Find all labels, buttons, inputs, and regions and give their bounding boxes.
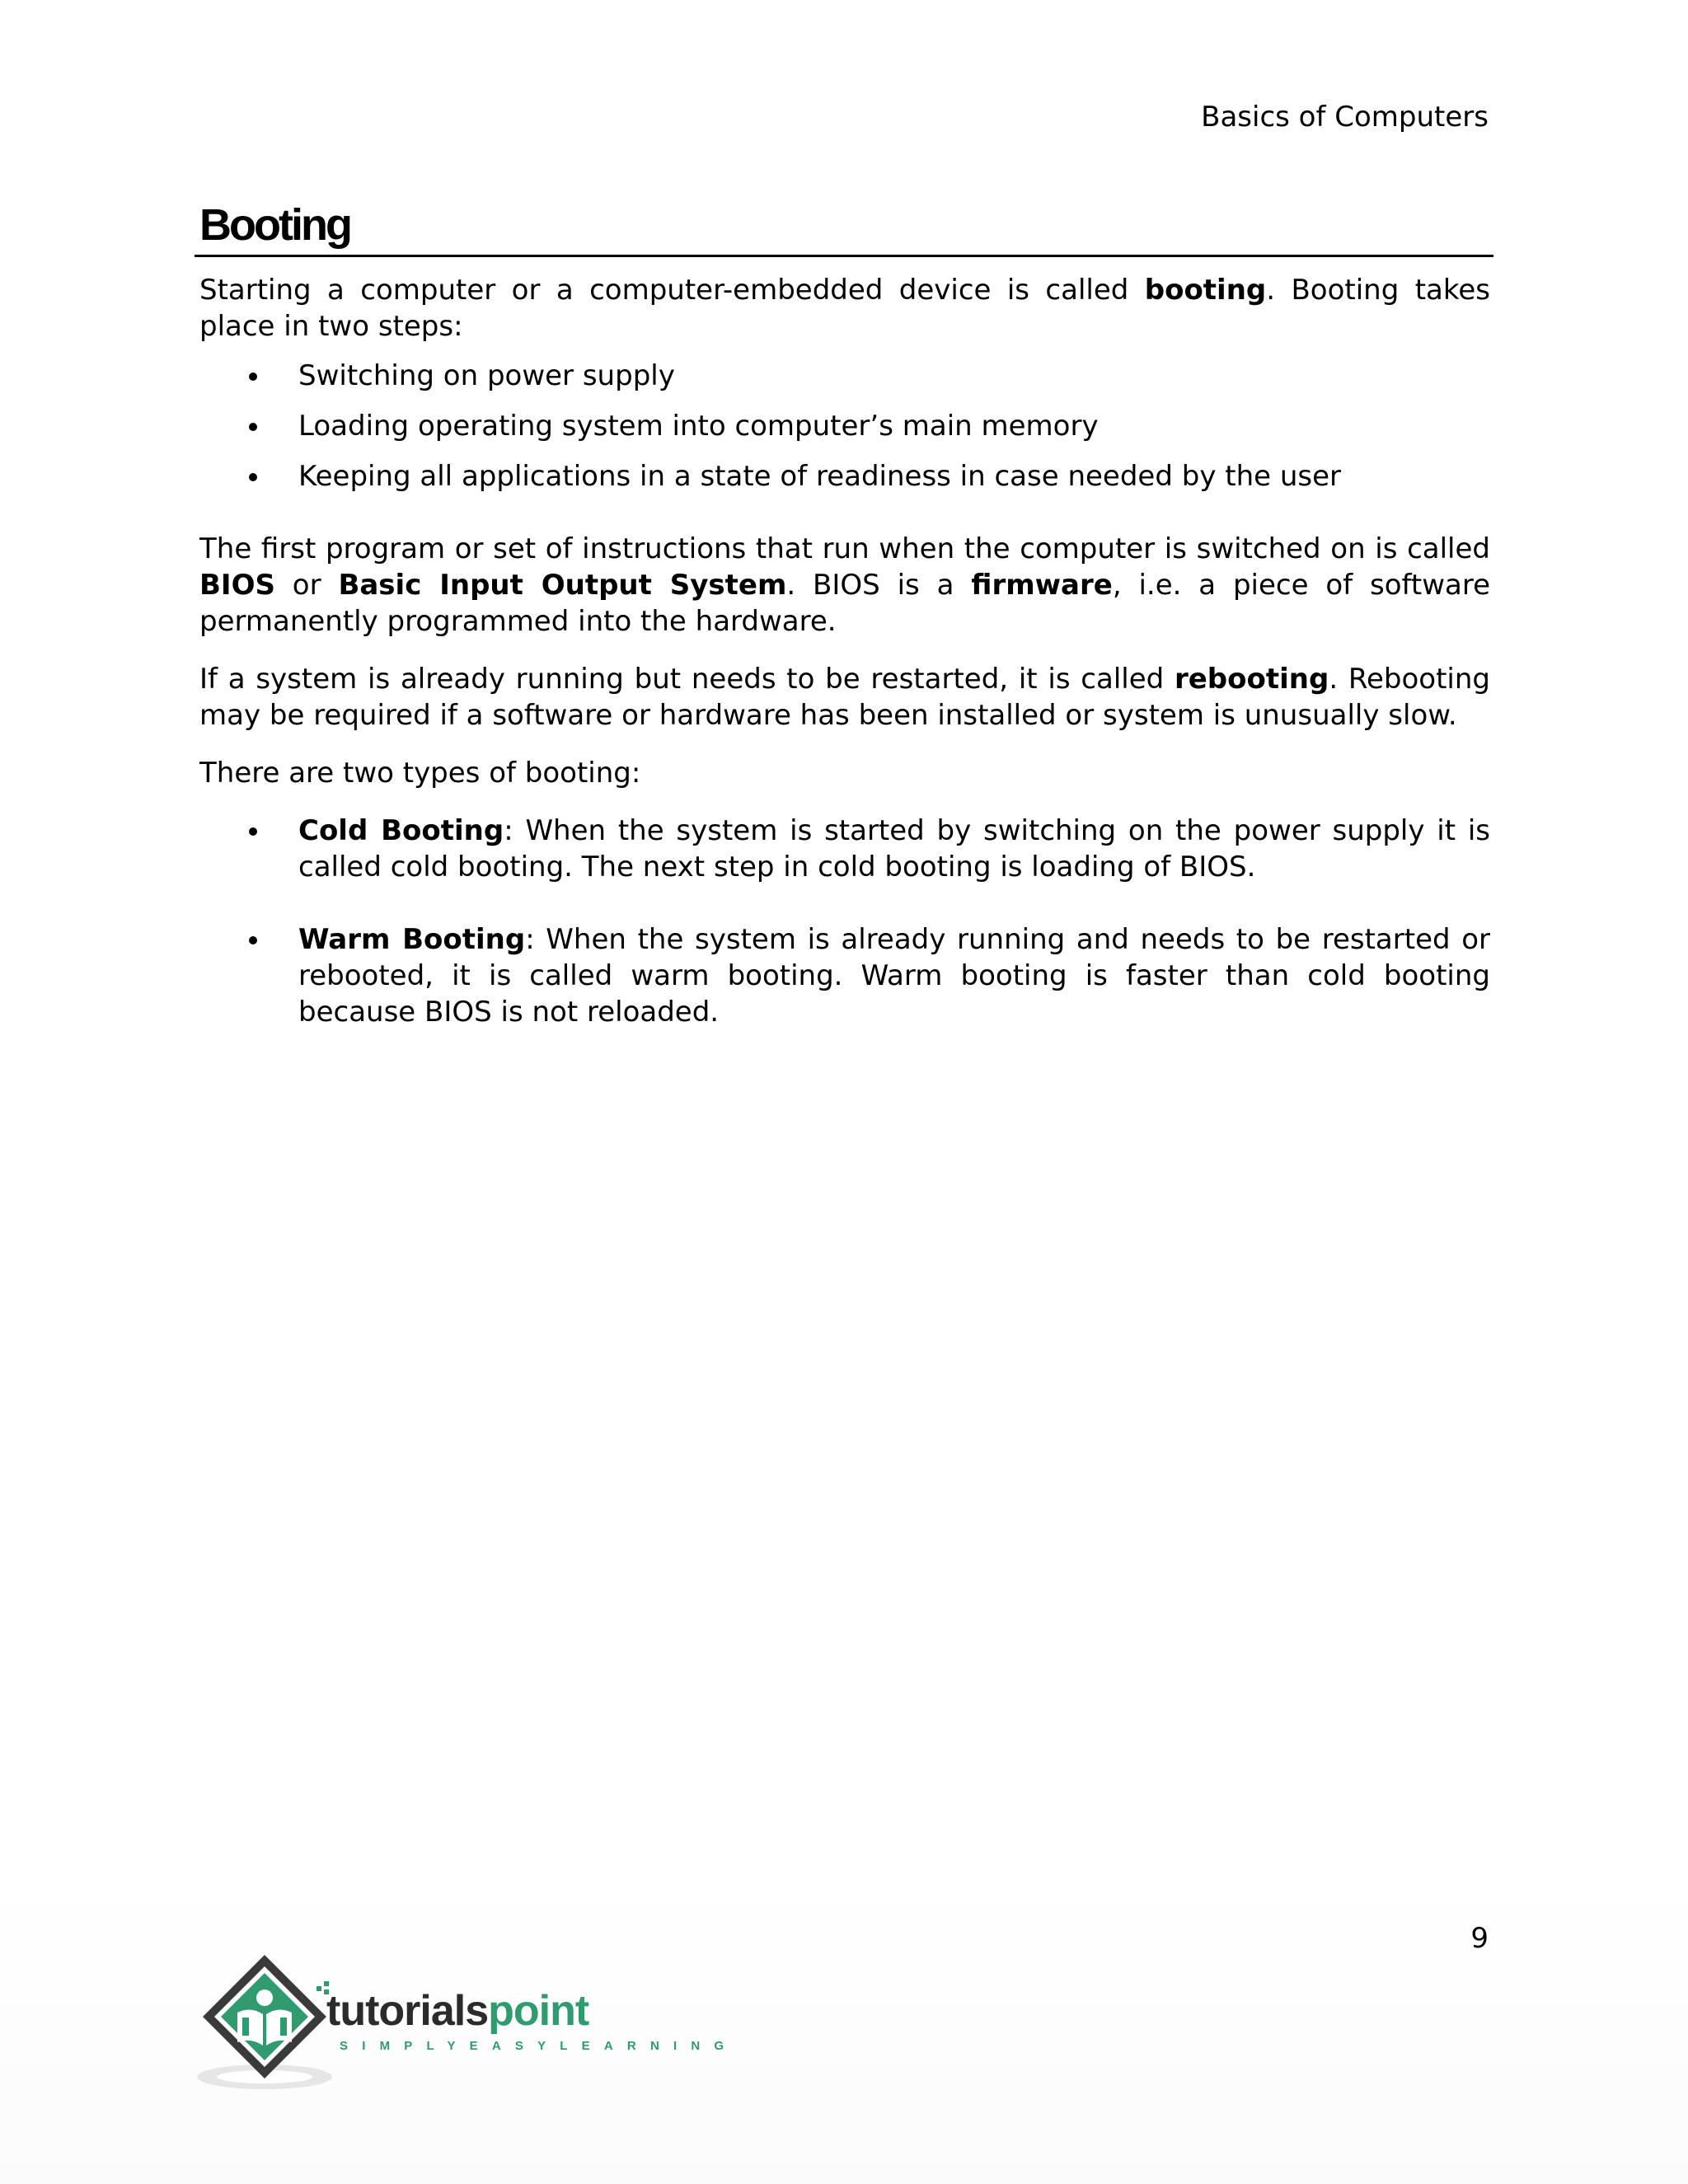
reboot-paragraph bbox=[199, 661, 1490, 733]
page-number: 9 bbox=[1470, 1922, 1489, 1955]
booting-types-list bbox=[199, 813, 1490, 1030]
page-body bbox=[199, 272, 1490, 1030]
reboot-text-1: If a system is already running but needs to be restarted, it is called bbox=[199, 663, 1175, 696]
list-item bbox=[199, 458, 1490, 494]
list-item bbox=[199, 408, 1490, 444]
type-term: Warm Booting bbox=[298, 923, 526, 956]
list-item bbox=[199, 813, 1490, 885]
intro-paragraph bbox=[199, 272, 1490, 344]
step-text: Loading operating system into computer’s main memory bbox=[298, 410, 1099, 443]
step-text: Switching on power supply bbox=[298, 359, 675, 392]
title-underline bbox=[195, 255, 1493, 257]
intro-text-2: . Booting takes place in two steps: bbox=[199, 274, 1490, 343]
bios-bold-1: BIOS bbox=[199, 569, 275, 602]
reboot-text-2: . Rebooting may be required if a software or hardware has been installed or system is unusually slow. bbox=[199, 663, 1490, 732]
steps-list bbox=[199, 358, 1490, 494]
running-header: Basics of Computers bbox=[1201, 101, 1489, 134]
logo-emblem-icon bbox=[195, 1948, 335, 2097]
tutorialspoint-logo bbox=[195, 1948, 738, 2097]
types-intro: There are two types of booting: bbox=[199, 757, 641, 790]
bios-text-4: , i.e. a piece of software permanently programmed into the hardware. bbox=[199, 569, 1490, 638]
list-item bbox=[199, 358, 1490, 394]
logo-wordmark-part2: point bbox=[488, 1987, 589, 2035]
bullet-icon bbox=[249, 827, 257, 836]
bullet-icon bbox=[249, 423, 257, 431]
bios-paragraph bbox=[199, 531, 1490, 640]
logo-tagline: SIMPLYEASYLEARNING bbox=[340, 2039, 738, 2053]
bullet-icon bbox=[249, 936, 257, 944]
intro-text-1: Starting a computer or a computer-embedded device is called bbox=[199, 274, 1145, 307]
type-description: : When the system is already running and needs to be restarted or rebooted, it is called warm booting. Warm booting is faster than cold booting because BIOS is not reloaded. bbox=[298, 923, 1490, 1029]
bios-bold-2: Basic Input Output System bbox=[338, 569, 787, 602]
reboot-bold-term: rebooting bbox=[1174, 663, 1329, 696]
step-text: Keeping all applications in a state of readiness in case needed by the user bbox=[298, 460, 1342, 493]
bios-text-2: or bbox=[274, 569, 339, 602]
intro-bold-term: booting bbox=[1144, 274, 1267, 307]
bullet-icon bbox=[249, 473, 257, 481]
bios-bold-3: firmware bbox=[971, 569, 1113, 602]
type-description: : When the system is started by switching on the power supply it is called cold booting. The next step in cold booting is loading of BIOS. bbox=[298, 814, 1490, 883]
type-term: Cold Booting bbox=[298, 814, 504, 847]
bios-text-1: The first program or set of instructions that run when the computer is switched on is called bbox=[199, 532, 1490, 565]
list-item bbox=[199, 921, 1490, 1030]
bullet-icon bbox=[249, 373, 257, 381]
logo-wordmark bbox=[326, 1988, 588, 2034]
logo-wordmark-part1: tutorials bbox=[326, 1987, 489, 2035]
section-title: Booting bbox=[199, 200, 350, 250]
bios-text-3: . BIOS is a bbox=[786, 569, 972, 602]
